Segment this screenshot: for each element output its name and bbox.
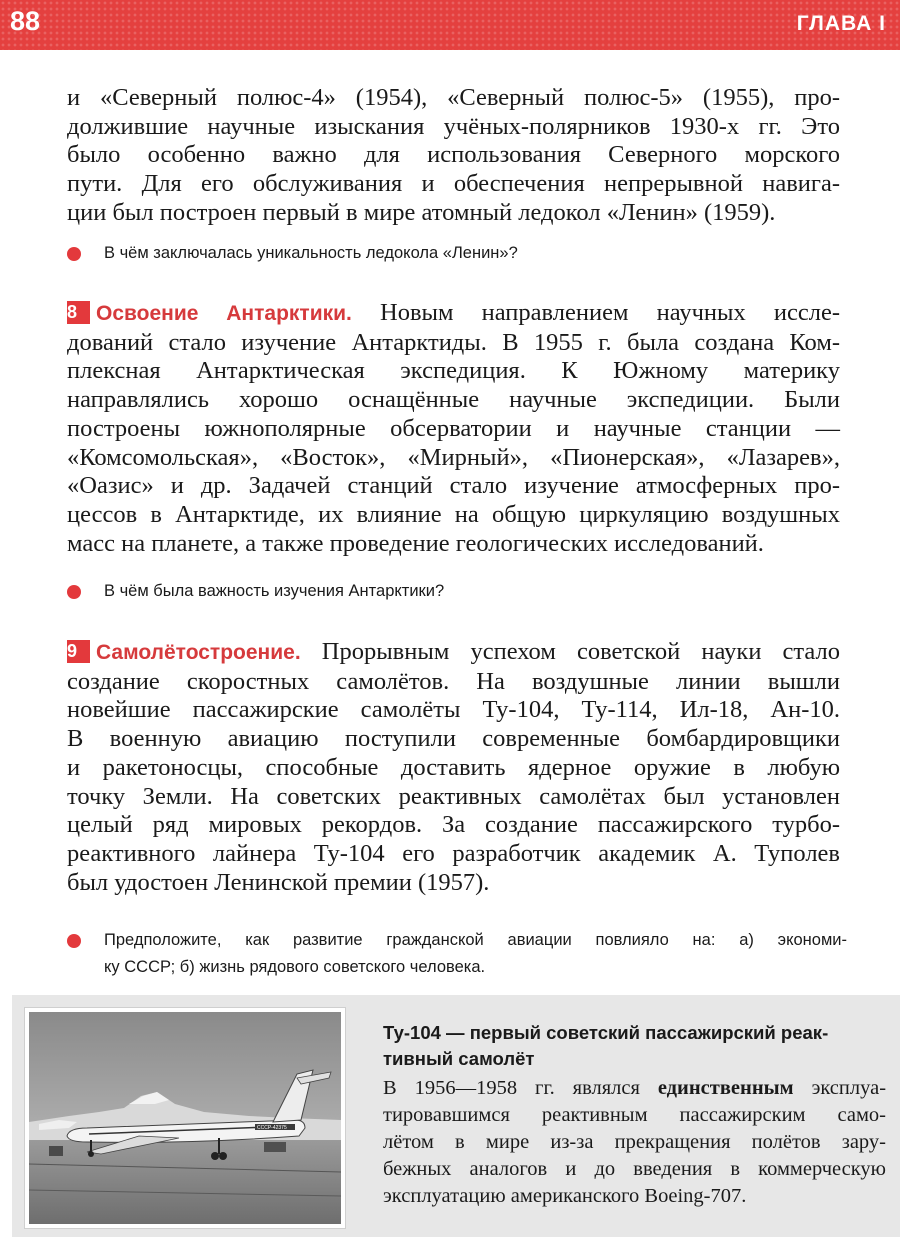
caption-title-line: тивный самолёт <box>383 1048 535 1069</box>
bullet-dot-icon <box>67 585 81 599</box>
question-text: ку СССР; б) жизнь рядового советского человека. <box>104 958 486 976</box>
question-antarctica <box>67 578 847 605</box>
chapter-label: ГЛАВА I <box>796 12 886 35</box>
text-line: было особенно важно для использования Северного морского <box>67 141 840 169</box>
text-line: цессов в Антарктиде, их влияние на общую циркуляцию воздушных <box>67 500 840 528</box>
caption-body-line: лётом в мире из-за прекращения полётов зару- <box>383 1131 886 1153</box>
section-8 <box>67 299 840 558</box>
caption-emphasis: единственным <box>657 1077 794 1099</box>
text-line: точку Земли. На советских реактивных самолётах был установлен <box>67 782 840 810</box>
text-line: целый ряд мировых рекордов. За создание пассажирского турбо- <box>67 811 840 839</box>
caption-text: В 1956—1958 гг. являлся <box>383 1077 640 1099</box>
caption-body-line: эксплуатацию американского Boeing-707. <box>383 1185 747 1207</box>
question-icebreaker <box>67 240 847 267</box>
caption-text: эксплуа- <box>811 1077 887 1099</box>
text-line: ции был построен первый в мире атомный ледокол «Ленин» (1959). <box>67 198 776 226</box>
tu104-aircraft-image <box>29 1012 341 1224</box>
text-line: «Оазис» и др. Задачей станций стало изучение атмосферных про- <box>67 472 840 500</box>
section-9 <box>67 638 840 897</box>
text-line: пути. Для его обслуживания и обеспечения непрерывной навига- <box>67 170 840 198</box>
section-title: Освоение Антарктики. <box>96 302 352 325</box>
infobox-body <box>383 1075 886 1210</box>
intro-paragraph <box>67 84 840 228</box>
section-8-heading-line <box>67 299 840 329</box>
text-line: построены южнополярные обсерватории и научные станции — <box>67 414 840 442</box>
text-line: направлялись хорошо оснащённые научные экспедиции. Были <box>67 386 840 414</box>
section-9-heading-line <box>67 638 840 668</box>
page-number: 88 <box>10 6 41 36</box>
section-number-badge: 9 <box>67 640 90 663</box>
question-aviation <box>67 927 847 981</box>
text-line: Новым направлением научных иссле- <box>380 299 840 326</box>
caption-body-line: тировавшимся реактивным пассажирским само- <box>383 1104 886 1126</box>
infobox-title <box>383 1020 883 1072</box>
text-line: дований стало изучение Антарктиды. В 1955 г. была создана Ком- <box>67 328 840 356</box>
text-line: создание скоростных самолётов. На воздушные линии вышли <box>67 667 840 695</box>
text-line: новейшие пассажирские самолёты Ту-104, Ту-114, Ил-18, Ан-10. <box>67 696 840 724</box>
text-line: и «Северный полюс-4» (1954), «Северный полюс-5» (1955), про- <box>67 84 840 111</box>
page-header <box>0 0 900 50</box>
caption-title-line: Ту-104 — первый советский пассажирский реак- <box>383 1022 829 1043</box>
section-number-badge: 8 <box>67 301 90 324</box>
text-line: и ракетоносцы, способные доставить ядерное оружие в любую <box>67 753 840 781</box>
bullet-dot-icon <box>67 934 81 948</box>
text-line: плексная Антарктическая экспедиция. К Южному материку <box>67 357 840 385</box>
question-text: В чём была важность изучения Антарктики? <box>104 582 445 600</box>
caption-body-line <box>383 1075 886 1102</box>
text-line: был удостоен Ленинской премии (1957). <box>67 868 490 896</box>
question-text: Предположите, как развитие гражданской авиации повлияло на: а) экономи- <box>104 931 847 949</box>
text-line: должившие научные изыскания учёных-полярников 1930-х гг. Это <box>67 112 840 140</box>
text-line: реактивного лайнера Ту-104 его разработчик академик А. Туполев <box>67 839 840 867</box>
section-title: Самолётостроение. <box>96 641 301 664</box>
question-text: В чём заключалась уникальность ледокола «Ленин»? <box>104 244 518 262</box>
text-line: Прорывным успехом советской науки стало <box>321 638 840 665</box>
aircraft-registration: СССР-42375 <box>257 1125 287 1131</box>
text-line: В военную авиацию поступили современные бомбардировщики <box>67 725 840 753</box>
bullet-dot-icon <box>67 247 81 261</box>
caption-body-line: бежных аналогов и до введения в коммерческую <box>383 1158 886 1180</box>
text-line: масс на планете, а также проведение геологических исследований. <box>67 529 764 557</box>
tu104-photo <box>24 1007 346 1229</box>
text-line: «Комсомольская», «Восток», «Мирный», «Пионерская», «Лазарев», <box>67 443 840 471</box>
